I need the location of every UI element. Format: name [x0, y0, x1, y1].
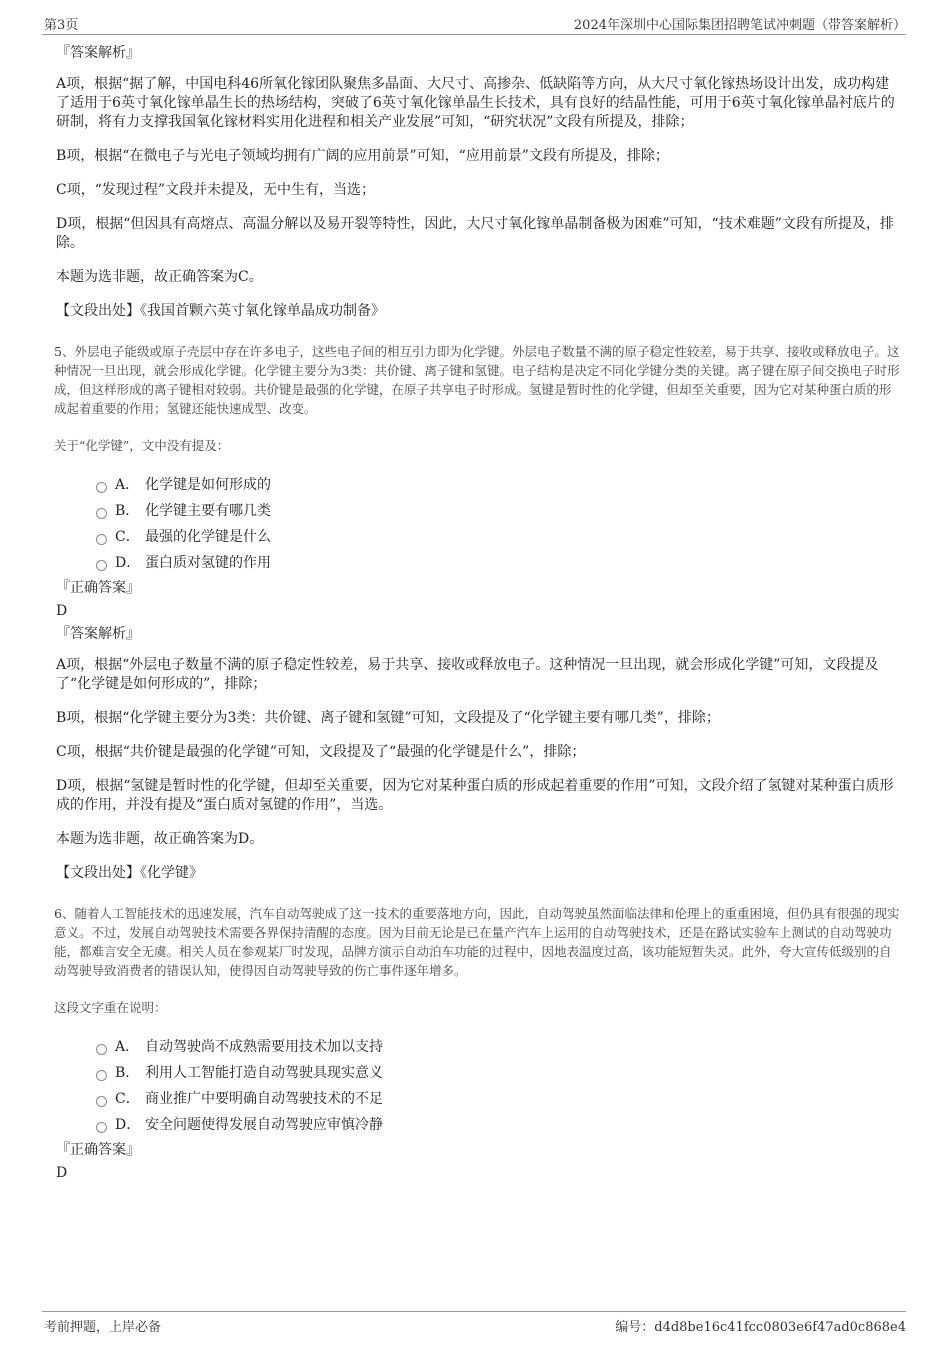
option-d[interactable] [96, 1111, 900, 1137]
analysis-conclusion: 本题为选非题，故正确答案为D。 [56, 831, 264, 847]
analysis-paragraph: A项，根据“据了解，中国电科46所氧化镓团队聚焦多晶面、大尺寸、高掺杂、低缺陷等方向，从大尺寸氧化镓热场设计出发，成功构建了适用于6英寸氧化镓单晶生长的热场结构，突破了6英寸氧化镓单晶生长技术，具有良好的结晶性能，可用于6英寸氧化镓单晶衬底片的研制，将有力支撑我国氧化镓材料实用化进程和相关产业发展”可知，“研究状况”文段有所提及，排除； [56, 76, 895, 130]
source-citation: 【文段出处】《化学键》 [56, 865, 203, 881]
option-d[interactable] [96, 549, 900, 575]
option-letter: A． [115, 1039, 140, 1055]
radio-button-icon[interactable] [96, 1070, 107, 1081]
analysis-paragraph: D项，根据“但因具有高熔点、高温分解以及易开裂等特性，因此，大尺寸氧化镓单晶制备极为困难”可知，“技术难题”文段有所提及，排除。 [56, 216, 894, 251]
option-b[interactable] [96, 1059, 900, 1085]
option-a[interactable] [96, 1033, 900, 1059]
page-header [42, 12, 906, 35]
source-citation: 【文段出处】《我国首颗六英寸氧化镓单晶成功制备》 [56, 303, 385, 319]
correct-answer-label: 『正确答案』 [56, 580, 140, 596]
radio-button-icon[interactable] [96, 534, 107, 545]
option-text: 化学键是如何形成的 [145, 477, 271, 493]
page-footer [42, 1311, 906, 1336]
footer-slogan: 考前押题，上岸必备 [44, 1320, 162, 1335]
option-letter: A． [115, 477, 140, 493]
radio-button-icon[interactable] [96, 508, 107, 519]
question-6 [54, 904, 900, 1183]
answer-options [96, 471, 900, 575]
correct-answer: D [56, 1165, 68, 1181]
analysis-label: 『答案解析』 [56, 45, 140, 61]
option-letter: C． [115, 1091, 140, 1107]
option-letter: D． [115, 1117, 141, 1133]
radio-button-icon[interactable] [96, 1096, 107, 1107]
radio-button-icon[interactable] [96, 482, 107, 493]
option-text: 蛋白质对氢键的作用 [145, 555, 271, 571]
analysis-paragraph: C项，“发现过程”文段并未提及，无中生有，当选； [56, 182, 376, 198]
analysis-paragraph: B项，根据“在微电子与光电子领域均拥有广阔的应用前景”可知，“应用前景”文段有所提及，排除； [56, 148, 669, 164]
option-c[interactable] [96, 523, 900, 549]
document-serial: 编号：d4d8be16c41fcc0803e6f47ad0c868e4 [615, 1320, 906, 1335]
radio-button-icon[interactable] [96, 560, 107, 571]
analysis-paragraph: B项，根据“化学键主要分为3类：共价键、离子键和氢键”可知，文段提及了“化学键主要有哪几类”，排除； [56, 710, 720, 726]
analysis-paragraph: D项，根据“氢键是暂时性的化学键，但却至关重要，因为它对某种蛋白质的形成起着重要的作用”可知，文段介绍了氢键对某种蛋白质形成的作用，并没有提及“蛋白质对氢键的作用”，当选。 [56, 778, 894, 813]
analysis-paragraph: C项，根据“共价键是最强的化学键”可知，文段提及了“最强的化学键是什么”，排除； [56, 744, 586, 760]
option-text: 利用人工智能打造自动驾驶具现实意义 [145, 1065, 383, 1081]
question-passage: 5、外层电子能级或原子壳层中存在许多电子，这些电子间的相互引力即为化学键。外层电子数量不满的原子稳定性较差，易于共享、接收或释放电子。这种情况一旦出现，就会形成化学键。化学键主要分为3类：共价键、离子键和氢键。电子结构是决定不同化学键分类的关键。离子键在原子间交换电子时形成，但这样形成的离子键相对较弱。共价键是最强的化学键，在原子共享电子时形成。氢键是暂时性的化学键，但却至关重要，因为它对某种蛋白质的形成起着重要的作用；氢键还能快速成型、改变。 [54, 344, 900, 416]
document-title: 2024年深圳中心国际集团招聘笔试冲刺题（带答案解析） [573, 18, 906, 33]
option-text: 安全问题使得发展自动驾驶应审慎冷静 [145, 1117, 383, 1133]
option-letter: D． [115, 555, 141, 571]
radio-button-icon[interactable] [96, 1044, 107, 1055]
option-text: 商业推广中要明确自动驾驶技术的不足 [145, 1091, 383, 1107]
page-number: 第3页 [44, 18, 79, 33]
option-text: 最强的化学键是什么 [145, 529, 271, 545]
radio-button-icon[interactable] [96, 1122, 107, 1133]
page-content [54, 44, 900, 1187]
analysis-paragraph: A项，根据“外层电子数量不满的原子稳定性较差，易于共享、接收或释放电子。这种情况一旦出现，就会形成化学键”可知，文段提及了“化学键是如何形成的”，排除； [56, 657, 879, 692]
analysis-label: 『答案解析』 [56, 626, 140, 642]
question-prompt: 关于“化学键”，文中没有提及： [54, 438, 230, 453]
option-letter: C． [115, 529, 140, 545]
option-text: 自动驾驶尚不成熟需要用技术加以支持 [145, 1039, 383, 1055]
option-a[interactable] [96, 471, 900, 497]
correct-answer-label: 『正确答案』 [56, 1142, 140, 1158]
correct-answer: D [56, 603, 68, 619]
answer-options [96, 1033, 900, 1137]
q4-continuation [54, 44, 900, 321]
option-letter: B． [115, 1065, 140, 1081]
question-passage: 6、随着人工智能技术的迅速发展，汽车自动驾驶成了这一技术的重要落地方向，因此，自动驾驶虽然面临法律和伦理上的重重困境，但仍具有很强的现实意义。不过，发展自动驾驶技术需要各界保持清醒的态度。因为目前无论是已在量产汽车上运用的自动驾驶技术，还是在路试实验车上测试的自动驾驶功能，都难言安全无虞。相关人员在参观某厂时发现，品牌方演示自动泊车功能的过程中，因地表温度过高，该功能短暂失灵。此外，夸大宣传低级别的自动驾驶导致消费者的错误认知，使得因自动驾驶导致的伤亡事件逐年增多。 [54, 906, 900, 978]
option-b[interactable] [96, 497, 900, 523]
option-text: 化学键主要有哪几类 [145, 503, 271, 519]
option-letter: B． [115, 503, 140, 519]
analysis-conclusion: 本题为选非题，故正确答案为C。 [56, 269, 263, 285]
question-5 [54, 342, 900, 883]
question-prompt: 这段文字重在说明： [54, 1000, 167, 1015]
option-c[interactable] [96, 1085, 900, 1111]
